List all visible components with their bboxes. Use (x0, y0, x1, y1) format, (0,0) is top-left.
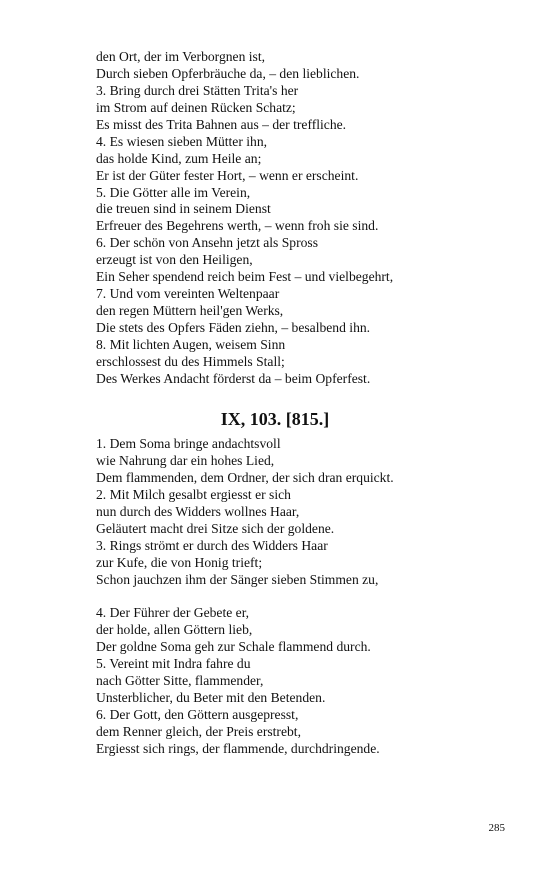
verse-line: das holde Kind, zum Heile an; (96, 150, 262, 166)
verse-line: die treuen sind in seinem Dienst (96, 201, 271, 217)
verse-block-hymn (96, 436, 536, 758)
verse-line: nach Götter Sitte, flammender, (96, 673, 264, 689)
verse-line: 1. Dem Soma bringe andachtsvoll (96, 436, 281, 451)
verse-line: der holde, allen Göttern lieb, (96, 622, 253, 638)
verse-line: erschlossest du des Himmels Stall; (96, 353, 285, 369)
verse-line: Ergiesst sich rings, der flammende, durchdringende. (96, 740, 380, 756)
verse-line: 8. Mit lichten Augen, weisem Sinn (96, 336, 286, 352)
verse-line: Geläutert macht drei Sitze sich der goldene. (96, 520, 335, 536)
verse-line: 3. Rings strömt er durch des Widders Haar (96, 537, 328, 553)
verse-line: 5. Vereint mit Indra fahre du (96, 656, 251, 672)
verse-line: Erfreuer des Begehrens werth, – wenn froh sie sind. (96, 218, 379, 234)
verse-line: den Ort, der im Verborgnen ist, (96, 49, 266, 64)
verse-line: nun durch des Widders wollnes Haar, (96, 503, 300, 519)
verse-line: 4. Der Führer der Gebete er, (96, 605, 250, 621)
verse-block-continued (96, 49, 536, 388)
verse-line: 6. Der schön von Ansehn jetzt als Spross (96, 235, 319, 251)
verse-line: Es misst des Trita Bahnen aus – der treffliche. (96, 116, 347, 132)
verse-line: im Strom auf deinen Rücken Schatz; (96, 99, 296, 115)
verse-line: 2. Mit Milch gesalbt ergiesst er sich (96, 486, 291, 502)
verse-line: den regen Müttern heil'gen Werks, (96, 303, 284, 319)
verse-line: Die stets des Opfers Fäden ziehn, – besalbend ihn. (96, 320, 371, 335)
verse-line: 3. Bring durch drei Stätten Trita's her (96, 82, 299, 98)
page-number: 285 (488, 822, 505, 834)
verse-line: 4. Es wiesen sieben Mütter ihn, (96, 133, 268, 149)
verse-line: 6. Der Gott, den Göttern ausgepresst, (96, 707, 299, 722)
verse-line: 5. Die Götter alle im Verein, (96, 184, 251, 200)
verse-line: Dem flammenden, dem Ordner, der sich dran erquickt. (96, 469, 394, 485)
verse-line: Unsterblicher, du Beter mit den Betenden. (96, 690, 326, 706)
verse-line: Schon jauchzen ihm der Sänger sieben Stimmen zu, (96, 571, 379, 587)
verse-line: dem Renner gleich, der Preis erstrebt, (96, 723, 301, 739)
verse-line: 7. Und vom vereinten Weltenpaar (96, 286, 280, 302)
verse-line: Der goldne Soma geh zur Schale flammend durch. (96, 639, 371, 655)
verse-line: Des Werkes Andacht förderst da – beim Opferfest. (96, 370, 371, 386)
verse-line: Er ist der Güter fester Hort, – wenn er erscheint. (96, 167, 359, 183)
verse-line: zur Kufe, die von Honig trieft; (96, 554, 263, 570)
hymn-heading: IX, 103. [815.] (220, 409, 330, 429)
verse-line: Durch sieben Opferbräuche da, – den lieblichen. (96, 65, 360, 81)
verse-line: wie Nahrung dar ein hohes Lied, (96, 452, 275, 468)
verse-line: erzeugt ist von den Heiligen, (96, 252, 253, 268)
stanza-gap (96, 588, 536, 605)
verse-line: Ein Seher spendend reich beim Fest – und vielbegehrt, (96, 269, 394, 285)
